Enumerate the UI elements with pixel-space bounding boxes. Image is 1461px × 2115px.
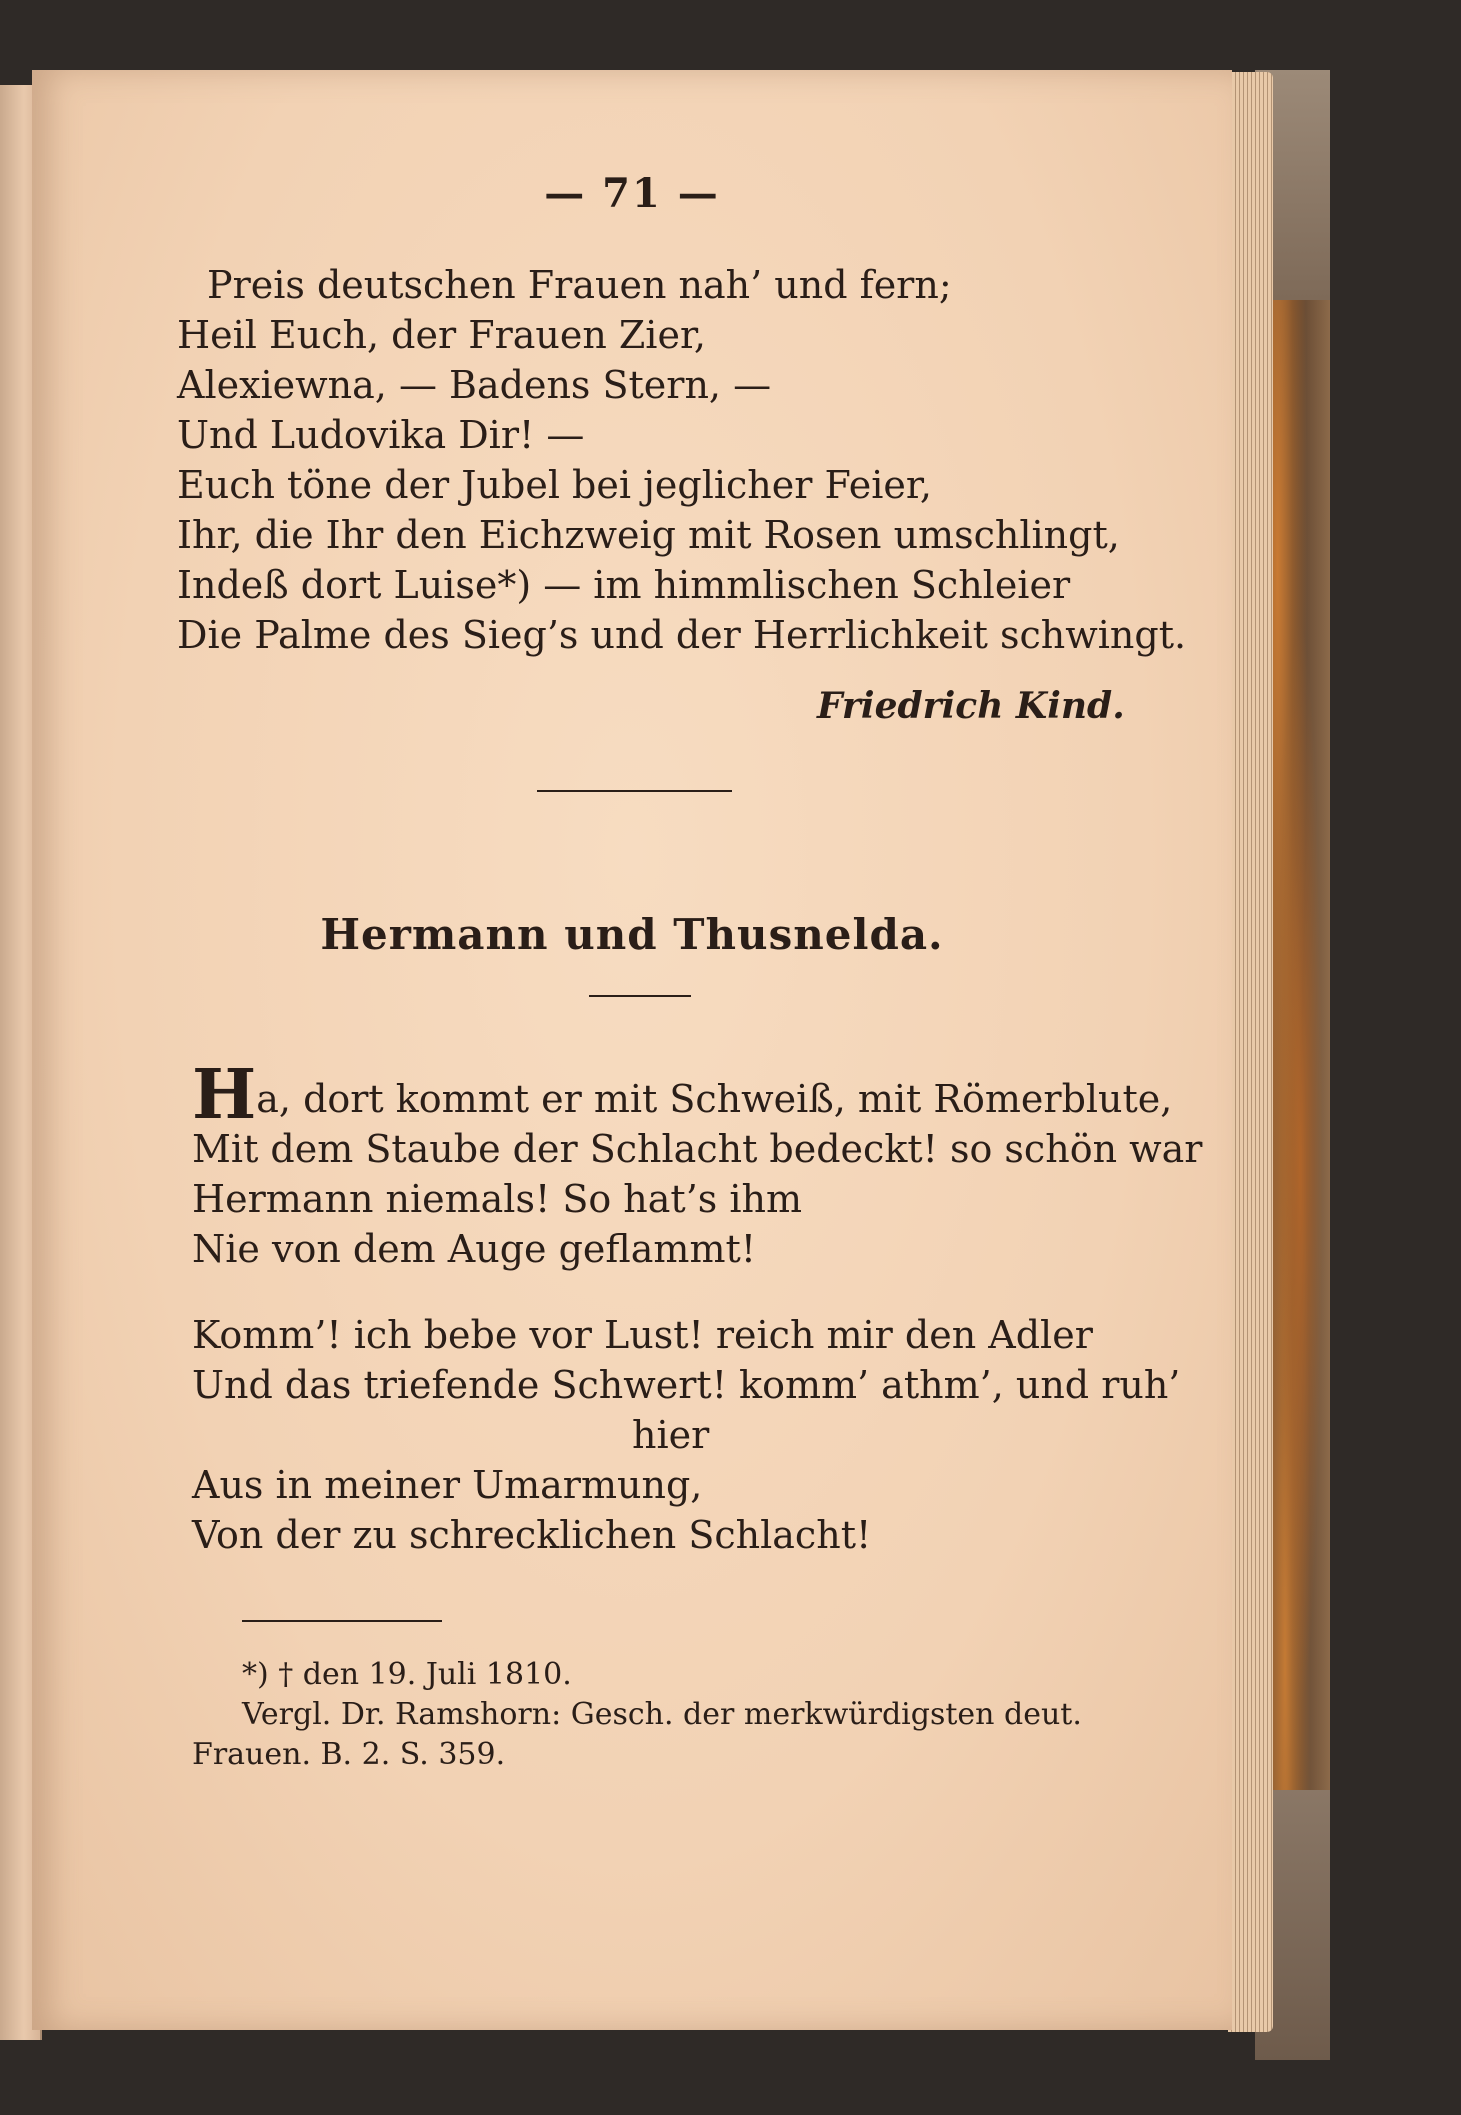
verse-line: Nie von dem Auge geflammt! bbox=[192, 1227, 757, 1271]
verse-line: Ihr, die Ihr den Eichzweig mit Rosen umschlingt, bbox=[177, 513, 1120, 557]
footnote-divider bbox=[242, 1620, 442, 1622]
footnote-line: Vergl. Dr. Ramshorn: Gesch. der merkwürdigsten deut. bbox=[242, 1697, 1082, 1732]
verse-line: Preis deutschen Frauen nah’ und fern; bbox=[207, 263, 952, 307]
verse-line: Indeß dort Luise*) — im himmlischen Schleier bbox=[177, 563, 1071, 607]
footnote-line: *) † den 19. Juli 1810. bbox=[242, 1657, 572, 1692]
verse-line-continuation: hier bbox=[632, 1413, 710, 1457]
verse-line: Hermann niemals! So hat’s ihm bbox=[192, 1177, 803, 1221]
verse-line: Mit dem Staube der Schlacht bedeckt! so schön war bbox=[192, 1127, 1203, 1171]
stanza-1 bbox=[177, 260, 1186, 660]
verse-line-first-rest: a, dort kommt er mit Schweiß, mit Römerblute, bbox=[256, 1077, 1173, 1121]
verse-line: Aus in meiner Umarmung, bbox=[192, 1463, 703, 1507]
verse-line: Euch töne der Jubel bei jeglicher Feier, bbox=[177, 463, 932, 507]
book-page bbox=[32, 70, 1232, 2030]
footnotes bbox=[192, 1655, 1082, 1775]
verse-line: Alexiewna, — Badens Stern, — bbox=[177, 363, 772, 407]
poem-title: Hermann und Thusnelda. bbox=[320, 910, 944, 959]
page-edges bbox=[1228, 72, 1273, 2032]
section-divider bbox=[537, 790, 732, 792]
title-underline bbox=[589, 995, 691, 997]
author-signature: Friedrich Kind. bbox=[817, 685, 1125, 727]
verse-line: Von der zu schrecklichen Schlacht! bbox=[192, 1513, 872, 1557]
stanza-3 bbox=[192, 1310, 1180, 1560]
verse-line: Und das triefende Schwert! komm’ athm’, und ruh’ bbox=[192, 1363, 1181, 1407]
stanza-2 bbox=[192, 1055, 1203, 1274]
drop-cap: H bbox=[192, 1055, 257, 1135]
verse-line-first bbox=[192, 1055, 1202, 1135]
footnote-line: Frauen. B. 2. S. 359. bbox=[192, 1737, 506, 1772]
verse-line: Komm’! ich bebe vor Lust! reich mir den Adler bbox=[192, 1313, 1093, 1357]
verse-line: Und Ludovika Dir! — bbox=[177, 413, 585, 457]
verse-line: Die Palme des Sieg’s und der Herrlichkeit schwingt. bbox=[177, 613, 1187, 657]
verse-line: Heil Euch, der Frauen Zier, bbox=[177, 313, 707, 357]
page-number: — 71 — bbox=[544, 170, 720, 217]
